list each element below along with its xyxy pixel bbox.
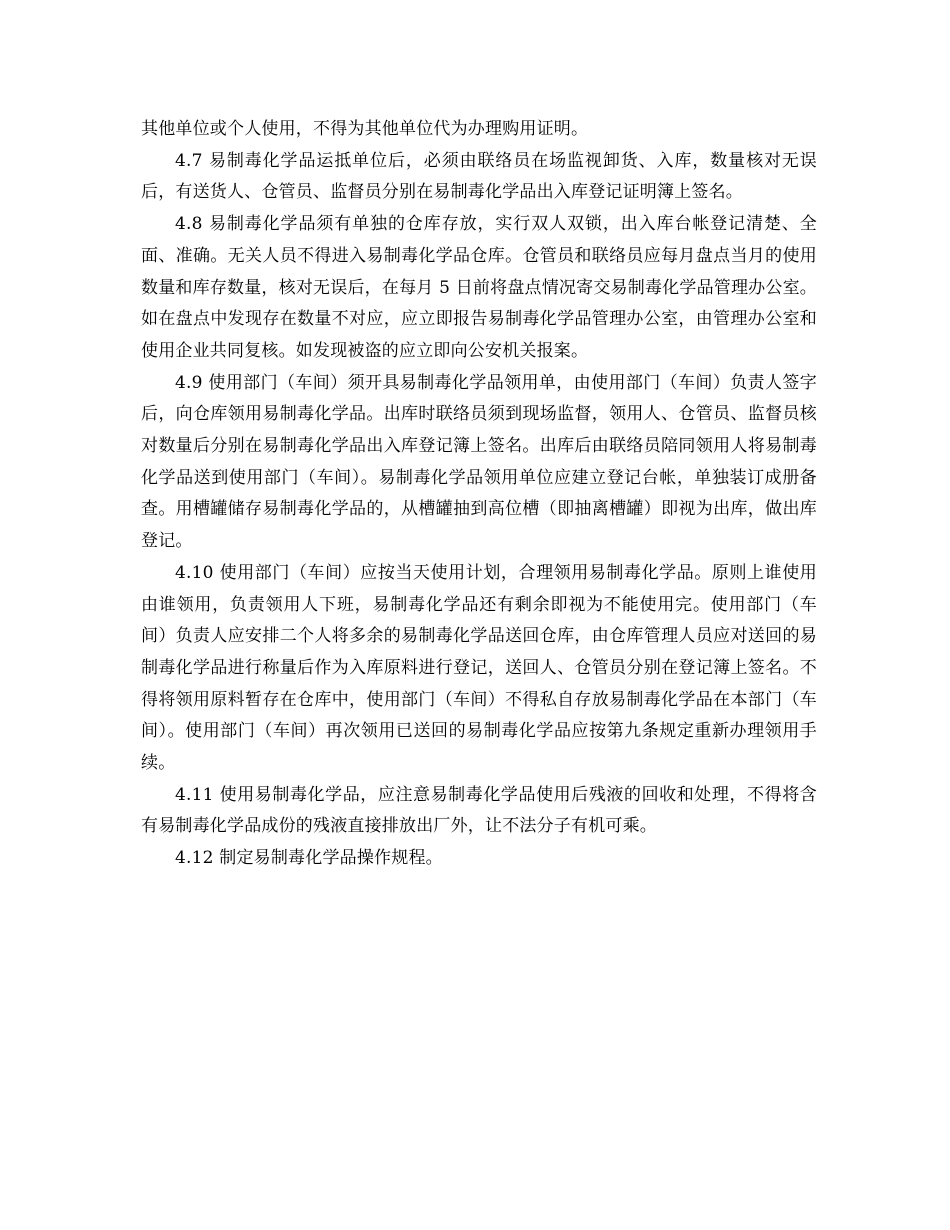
paragraph-continuation: 其他单位或个人使用，不得为其他单位代为办理购用证明。 bbox=[141, 119, 589, 139]
paragraph-4-12: 4.12 制定易制毒化学品操作规程。 bbox=[175, 848, 443, 869]
paragraph-4-9: 4.9 使用部门（车间）须开具易制毒化学品领用单，由使用部门（车间）负责人签字后，向仓库领用易制毒化学品。出库时联络员须到现场监督，领用人、仓管员、监督员核对数量后分别在易制毒化学品出入库登记簿上签名。出库后由联络员陪同领用人将易制毒化学品送到使用部门（车间）。易制毒化学品领用单位应建立登记台帐，单独装订成册备查。用槽罐储存易制毒化学品的，从槽罐抽到高位槽（即抽离槽罐）即视为出库，做出库登记。 bbox=[141, 372, 817, 552]
paragraph-4-8: 4.8 易制毒化学品须有单独的仓库存放，实行双人双锁，出入库台帐登记清楚、全面、准确。无关人员不得进入易制毒化学品仓库。仓管员和联络员应每月盘点当月的使用数量和库存数量，核对无误后，在每月 5 日前将盘点情况寄交易制毒化学品管理办公室。如在盘点中发现存在数量不对应，应立即报告易制毒化学品管理办公室，由管理办公室和使用企业共同复核。如发现被盗的应立即向公安机关报案。 bbox=[141, 214, 817, 361]
paragraph-4-7: 4.7 易制毒化学品运抵单位后，必须由联络员在场监视卸货、入库，数量核对无误后，有送货人、仓管员、监督员分别在易制毒化学品出入库登记证明簿上签名。 bbox=[141, 150, 817, 203]
paragraph-4-11: 4.11 使用易制毒化学品，应注意易制毒化学品使用后残液的回收和处理，不得将含有易制毒化学品成份的残液直接排放出厂外，让不法分子有机可乘。 bbox=[141, 784, 817, 837]
paragraph-4-10: 4.10 使用部门（车间）应按当天使用计划，合理领用易制毒化学品。原则上谁使用由谁领用，负责领用人下班，易制毒化学品还有剩余即视为不能使用完。使用部门（车间）负责人应安排二个人将多余的易制毒化学品送回仓库，由仓库管理人员应对送回的易制毒化学品进行称量后作为入库原料进行登记，送回人、仓管员分别在登记簿上签名。不得将领用原料暂存在仓库中，使用部门（车间）不得私自存放易制毒化学品在本部门（车间）。使用部门（车间）再次领用已送回的易制毒化学品应按第九条规定重新办理领用手续。 bbox=[141, 562, 817, 774]
document-body bbox=[141, 114, 817, 875]
